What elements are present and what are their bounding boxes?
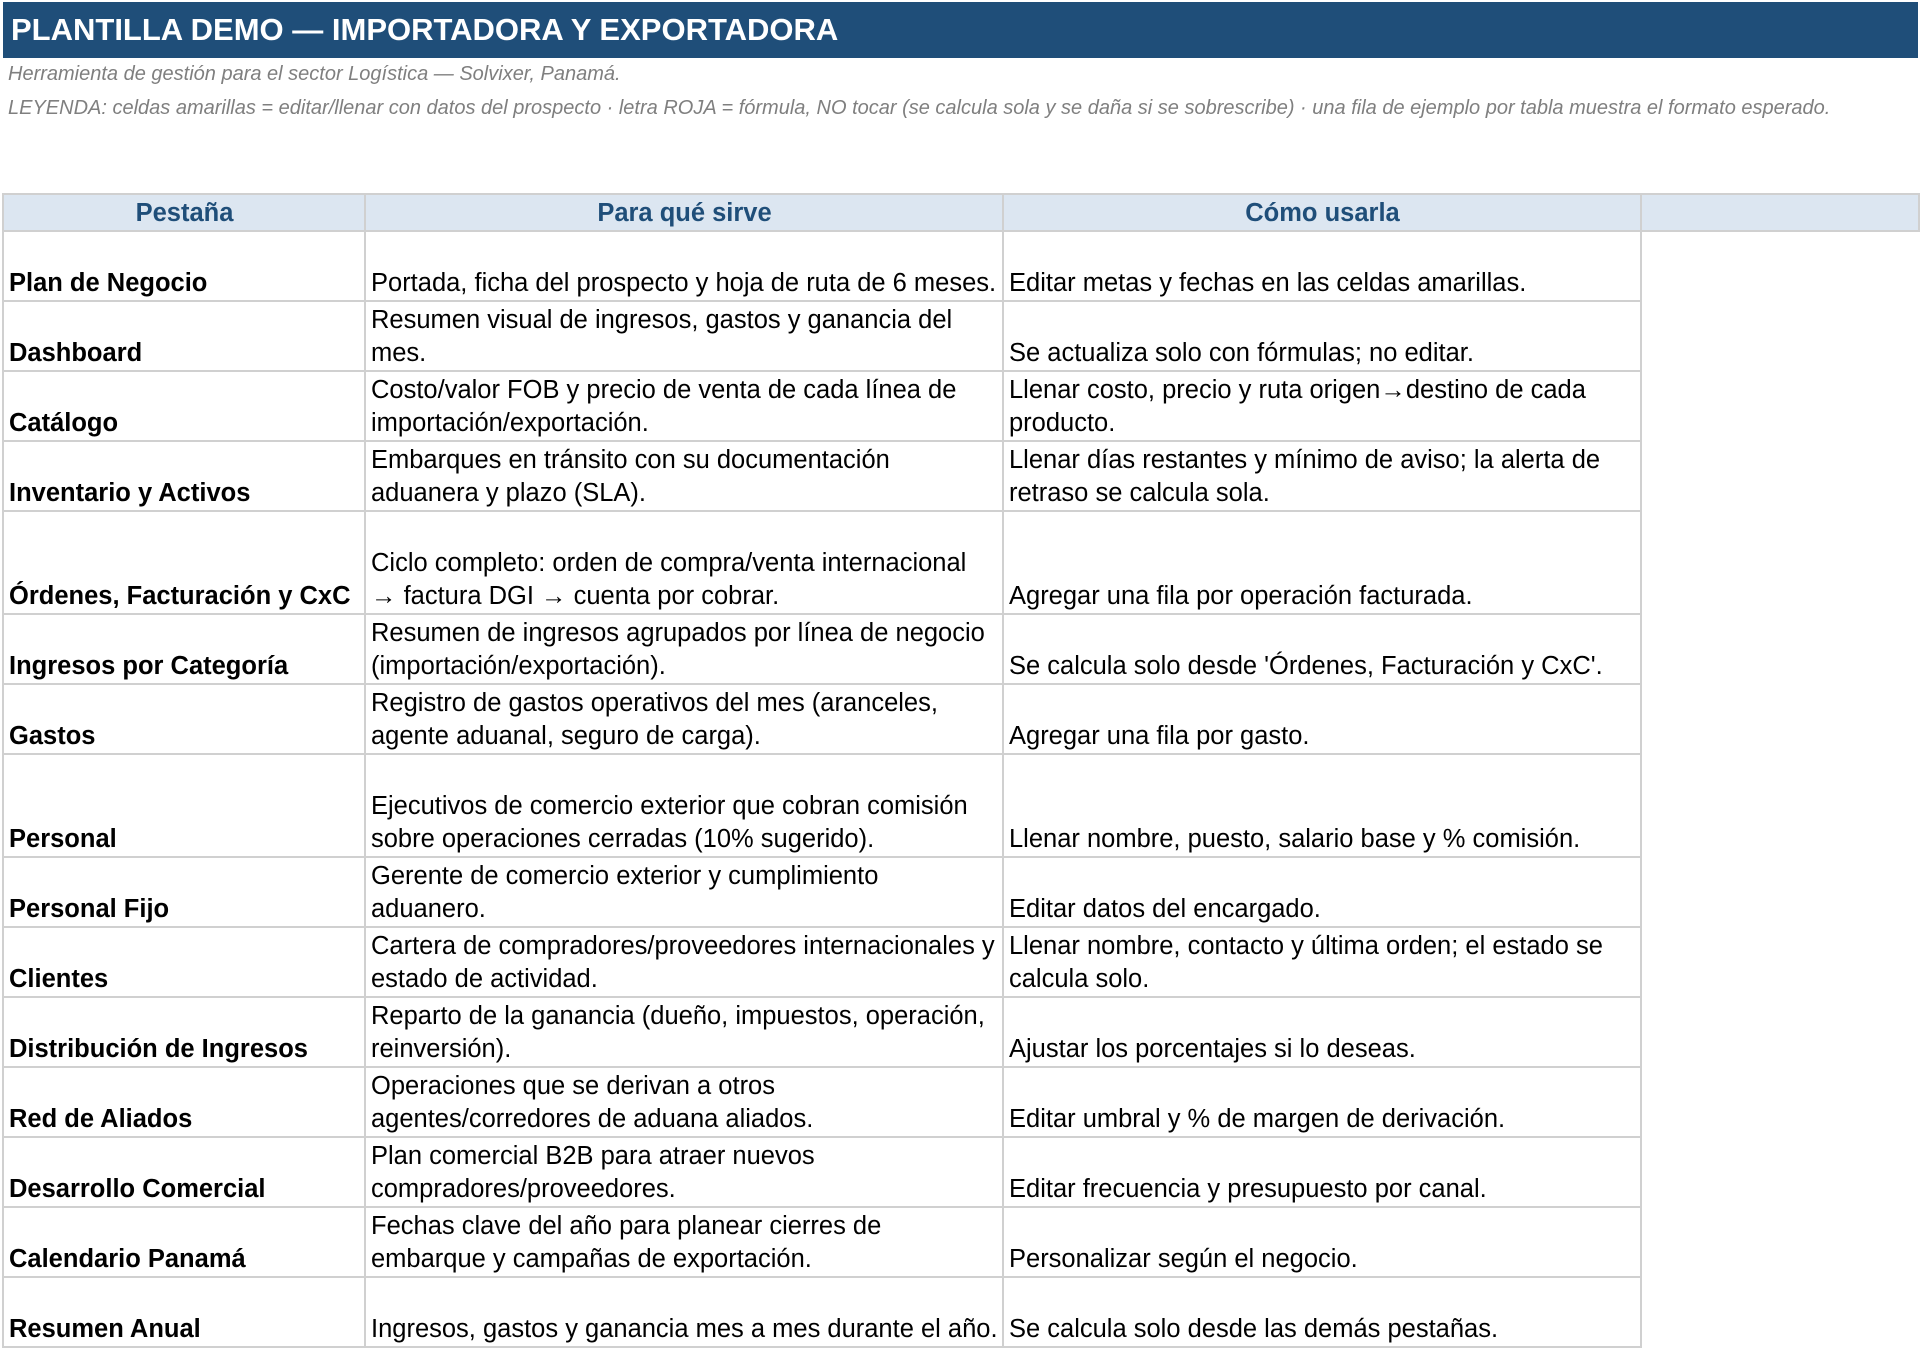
cell-empty[interactable] — [1641, 857, 1919, 927]
cell-empty[interactable] — [1641, 754, 1919, 857]
cell-empty[interactable] — [1641, 684, 1919, 754]
cell-tab-name[interactable]: Plan de Negocio — [3, 231, 365, 301]
table-header-row — [3, 194, 1919, 231]
cell-purpose[interactable]: Resumen visual de ingresos, gastos y ganancia del mes. — [365, 301, 1003, 371]
cell-tab-name[interactable]: Ingresos por Categoría — [3, 614, 365, 684]
cell-tab-name[interactable]: Desarrollo Comercial — [3, 1137, 365, 1207]
cell-empty[interactable] — [1641, 301, 1919, 371]
cell-usage[interactable]: Editar umbral y % de margen de derivación. — [1003, 1067, 1641, 1137]
table-row — [3, 684, 1919, 754]
cell-purpose[interactable]: Registro de gastos operativos del mes (aranceles, agente aduanal, seguro de carga). — [365, 684, 1003, 754]
cell-empty[interactable] — [1641, 1067, 1919, 1137]
cell-empty[interactable] — [1641, 1207, 1919, 1277]
cell-tab-name[interactable]: Resumen Anual — [3, 1277, 365, 1347]
cell-purpose[interactable]: Ingresos, gastos y ganancia mes a mes durante el año. — [365, 1277, 1003, 1347]
cell-empty[interactable] — [1641, 441, 1919, 511]
cell-purpose[interactable]: Plan comercial B2B para atraer nuevos compradores/proveedores. — [365, 1137, 1003, 1207]
cell-tab-name[interactable]: Gastos — [3, 684, 365, 754]
cell-tab-name[interactable]: Distribución de Ingresos — [3, 997, 365, 1067]
table-row — [3, 441, 1919, 511]
table-row — [3, 371, 1919, 441]
table-row — [3, 997, 1919, 1067]
table-row — [3, 1277, 1919, 1347]
cell-usage[interactable]: Ajustar los porcentajes si lo deseas. — [1003, 997, 1641, 1067]
tabs-guide-table — [2, 193, 1920, 1348]
sheet-subtitle: Herramienta de gestión para el sector Logística — Solvixer, Panamá. — [8, 63, 621, 85]
cell-usage[interactable]: Se calcula solo desde las demás pestañas. — [1003, 1277, 1641, 1347]
cell-usage[interactable]: Llenar costo, precio y ruta origen→destino de cada producto. — [1003, 371, 1641, 441]
cell-usage[interactable]: Agregar una fila por gasto. — [1003, 684, 1641, 754]
cell-tab-name[interactable]: Personal Fijo — [3, 857, 365, 927]
table-row — [3, 927, 1919, 997]
cell-empty[interactable] — [1641, 511, 1919, 614]
cell-purpose[interactable]: Costo/valor FOB y precio de venta de cada línea de importación/exportación. — [365, 371, 1003, 441]
cell-empty[interactable] — [1641, 1137, 1919, 1207]
cell-tab-name[interactable]: Órdenes, Facturación y CxC — [3, 511, 365, 614]
table-row — [3, 1067, 1919, 1137]
column-header-usage[interactable]: Cómo usarla — [1003, 194, 1641, 231]
cell-purpose[interactable]: Embarques en tránsito con su documentación aduanera y plazo (SLA). — [365, 441, 1003, 511]
cell-purpose[interactable]: Reparto de la ganancia (dueño, impuestos, operación, reinversión). — [365, 997, 1003, 1067]
cell-purpose[interactable]: Resumen de ingresos agrupados por línea de negocio (importación/exportación). — [365, 614, 1003, 684]
column-header-tab[interactable]: Pestaña — [3, 194, 365, 231]
cell-tab-name[interactable]: Clientes — [3, 927, 365, 997]
cell-usage[interactable]: Llenar días restantes y mínimo de aviso; la alerta de retraso se calcula sola. — [1003, 441, 1641, 511]
cell-empty[interactable] — [1641, 231, 1919, 301]
table-row — [3, 231, 1919, 301]
table-row — [3, 1207, 1919, 1277]
cell-purpose[interactable]: Portada, ficha del prospecto y hoja de ruta de 6 meses. — [365, 231, 1003, 301]
table-row — [3, 1137, 1919, 1207]
cell-empty[interactable] — [1641, 1277, 1919, 1347]
column-header-blank[interactable] — [1641, 194, 1919, 231]
cell-tab-name[interactable]: Inventario y Activos — [3, 441, 365, 511]
cell-purpose[interactable]: Operaciones que se derivan a otros agentes/corredores de aduana aliados. — [365, 1067, 1003, 1137]
cell-tab-name[interactable]: Dashboard — [3, 301, 365, 371]
cell-purpose[interactable]: Fechas clave del año para planear cierres de embarque y campañas de exportación. — [365, 1207, 1003, 1277]
table-row — [3, 301, 1919, 371]
cell-usage[interactable]: Personalizar según el negocio. — [1003, 1207, 1641, 1277]
cell-purpose[interactable]: Cartera de compradores/proveedores internacionales y estado de actividad. — [365, 927, 1003, 997]
cell-usage[interactable]: Se calcula solo desde 'Órdenes, Facturación y CxC'. — [1003, 614, 1641, 684]
cell-tab-name[interactable]: Catálogo — [3, 371, 365, 441]
cell-tab-name[interactable]: Calendario Panamá — [3, 1207, 365, 1277]
cell-tab-name[interactable]: Red de Aliados — [3, 1067, 365, 1137]
cell-tab-name[interactable]: Personal — [3, 754, 365, 857]
cell-usage[interactable]: Llenar nombre, contacto y última orden; el estado se calcula solo. — [1003, 927, 1641, 997]
cell-usage[interactable]: Editar datos del encargado. — [1003, 857, 1641, 927]
table-row — [3, 857, 1919, 927]
cell-usage[interactable]: Agregar una fila por operación facturada. — [1003, 511, 1641, 614]
cell-empty[interactable] — [1641, 371, 1919, 441]
sheet-title: PLANTILLA DEMO — IMPORTADORA Y EXPORTADORA — [3, 2, 1918, 58]
cell-purpose[interactable]: Gerente de comercio exterior y cumplimiento aduanero. — [365, 857, 1003, 927]
cell-empty[interactable] — [1641, 927, 1919, 997]
cell-purpose[interactable]: Ejecutivos de comercio exterior que cobran comisión sobre operaciones cerradas (10% sugerido). — [365, 754, 1003, 857]
cell-usage[interactable]: Se actualiza solo con fórmulas; no editar. — [1003, 301, 1641, 371]
column-header-purpose[interactable]: Para qué sirve — [365, 194, 1003, 231]
cell-empty[interactable] — [1641, 997, 1919, 1067]
cell-usage[interactable]: Llenar nombre, puesto, salario base y % comisión. — [1003, 754, 1641, 857]
cell-purpose[interactable]: Ciclo completo: orden de compra/venta internacional → factura DGI → cuenta por cobrar. — [365, 511, 1003, 614]
sheet-legend: LEYENDA: celdas amarillas = editar/llenar con datos del prospecto · letra ROJA = fórmula, NO tocar (se calcula sola y se daña si se sobrescribe) · una fila de ejemplo por tabla muestra el formato esperado. — [8, 97, 1831, 119]
cell-usage[interactable]: Editar frecuencia y presupuesto por canal. — [1003, 1137, 1641, 1207]
table-row — [3, 511, 1919, 614]
table-row — [3, 754, 1919, 857]
cell-empty[interactable] — [1641, 614, 1919, 684]
table-row — [3, 614, 1919, 684]
cell-usage[interactable]: Editar metas y fechas en las celdas amarillas. — [1003, 231, 1641, 301]
